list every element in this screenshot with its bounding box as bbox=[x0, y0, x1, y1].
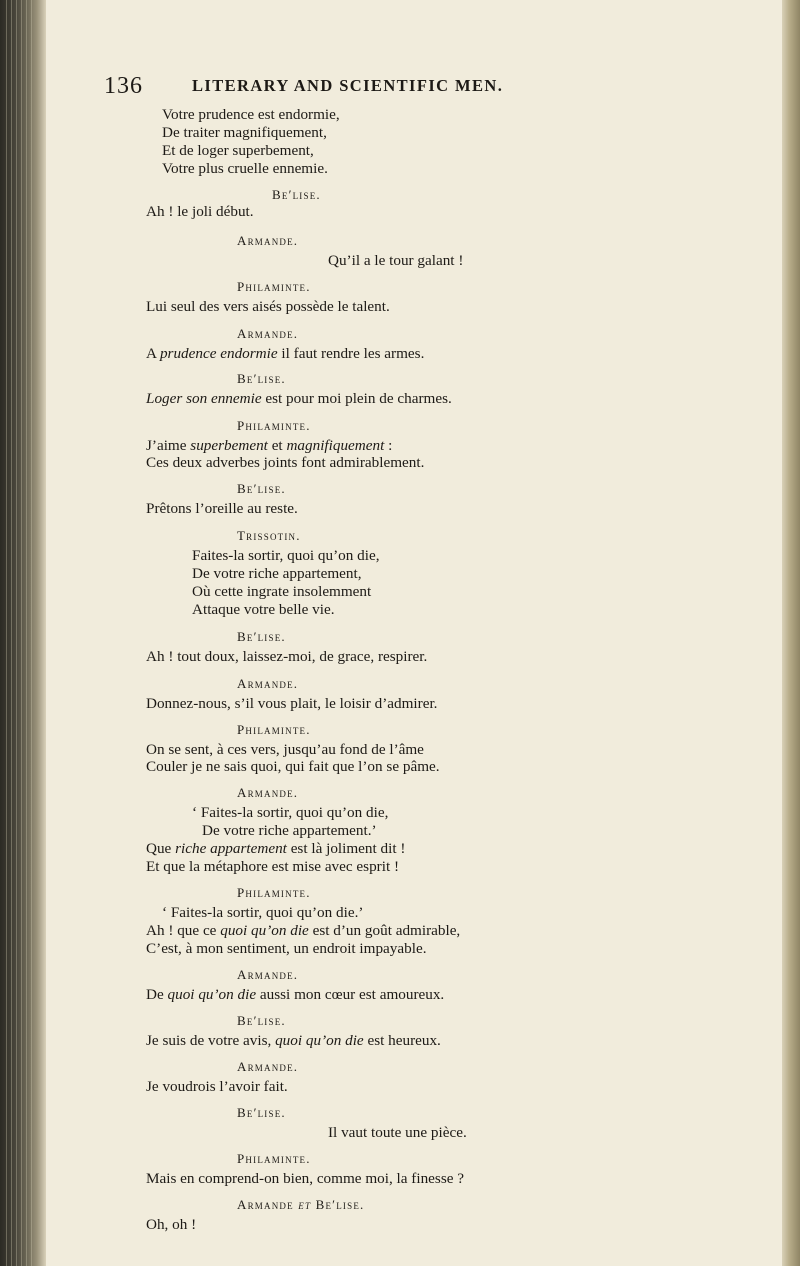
speaker-name: Armande. bbox=[237, 676, 299, 691]
speaker-name: Armande. bbox=[237, 1059, 299, 1074]
verse-line: Ah ! le joli début. bbox=[146, 203, 254, 220]
verse-line: Faites-la sortir, quoi qu’on die, bbox=[192, 547, 380, 564]
speaker-name: Be′lise. bbox=[237, 629, 286, 644]
verse-line: Prêtons l’oreille au reste. bbox=[146, 500, 298, 517]
verse-line: Ah ! que ce quoi qu’on die est d’un goût admirable, bbox=[146, 922, 461, 939]
speaker-name: Philaminte. bbox=[237, 1151, 311, 1166]
verse-line: De traiter magnifiquement, bbox=[162, 124, 327, 141]
speaker-name: Trissotin. bbox=[237, 528, 301, 543]
speaker-name: Armande. bbox=[237, 967, 299, 982]
speaker-name: Philaminte. bbox=[237, 722, 311, 737]
verse-line: Je suis de votre avis, quoi qu’on die est heureux. bbox=[146, 1032, 441, 1049]
verse-line: Couler je ne sais quoi, qui fait que l’on se pâme. bbox=[146, 758, 440, 775]
verse-line: Et que la métaphore est mise avec esprit ! bbox=[146, 858, 400, 875]
verse-line: Votre plus cruelle ennemie. bbox=[162, 160, 328, 177]
verse-line: ‘ Faites-la sortir, quoi qu’on die, bbox=[192, 804, 389, 821]
verse-line: Donnez-nous, s’il vous plait, le loisir d’admirer. bbox=[146, 695, 438, 712]
verse-line: Ah ! tout doux, laissez-moi, de grace, respirer. bbox=[146, 648, 428, 665]
verse-line: Que riche appartement est là joliment dit ! bbox=[146, 840, 406, 857]
speaker-name: Be′lise. bbox=[272, 187, 321, 202]
verse-line: Ces deux adverbes joints font admirablement. bbox=[146, 454, 425, 471]
speaker-name: Armande. bbox=[237, 233, 299, 248]
speaker-name: Philaminte. bbox=[237, 279, 311, 294]
verse-line: De votre riche appartement.’ bbox=[202, 822, 377, 839]
verse-line: De quoi qu’on die aussi mon cœur est amoureux. bbox=[146, 986, 445, 1003]
verse-line: Il vaut toute une pièce. bbox=[328, 1124, 467, 1141]
speaker-name: Armande. bbox=[237, 785, 299, 800]
verse-line: ‘ Faites-la sortir, quoi qu’on die.’ bbox=[162, 904, 364, 921]
speaker-name: Be′lise. bbox=[237, 1105, 286, 1120]
verse-line: Attaque votre belle vie. bbox=[192, 601, 335, 618]
verse-line: De votre riche appartement, bbox=[192, 565, 362, 582]
verse-line: C’est, à mon sentiment, un endroit impayable. bbox=[146, 940, 427, 957]
verse-line: Je voudrois l’avoir fait. bbox=[146, 1078, 288, 1095]
speaker-name: Be′lise. bbox=[237, 1013, 286, 1028]
speaker-name: Philaminte. bbox=[237, 418, 311, 433]
verse-line: Votre prudence est endormie, bbox=[162, 106, 340, 123]
speaker-name: Armande et Be′lise. bbox=[237, 1197, 365, 1212]
speaker-name: Philaminte. bbox=[237, 885, 311, 900]
verse-line: On se sent, à ces vers, jusqu’au fond de l’âme bbox=[146, 741, 424, 758]
verse-line: J’aime superbement et magnifiquement : bbox=[146, 437, 393, 454]
running-title: LITERARY AND SCIENTIFIC MEN. bbox=[192, 76, 504, 95]
verse-line: Et de loger superbement, bbox=[162, 142, 314, 159]
verse-line: Où cette ingrate insolemment bbox=[192, 583, 372, 600]
verse-line: Lui seul des vers aisés possède le talent. bbox=[146, 298, 390, 315]
verse-line: Qu’il a le tour galant ! bbox=[328, 252, 464, 269]
binding-texture bbox=[6, 0, 36, 1266]
speaker-name: Be′lise. bbox=[237, 371, 286, 386]
verse-line: Loger son ennemie est pour moi plein de charmes. bbox=[146, 390, 452, 407]
verse-line: Oh, oh ! bbox=[146, 1216, 197, 1233]
page-edge bbox=[782, 0, 800, 1266]
page-number: 136 bbox=[104, 73, 143, 99]
verse-line: Mais en comprend-on bien, comme moi, la finesse ? bbox=[146, 1170, 465, 1187]
verse-line: A prudence endormie il faut rendre les armes. bbox=[146, 345, 425, 362]
speaker-name: Be′lise. bbox=[237, 481, 286, 496]
book-page bbox=[46, 0, 782, 1266]
speaker-name: Armande. bbox=[237, 326, 299, 341]
